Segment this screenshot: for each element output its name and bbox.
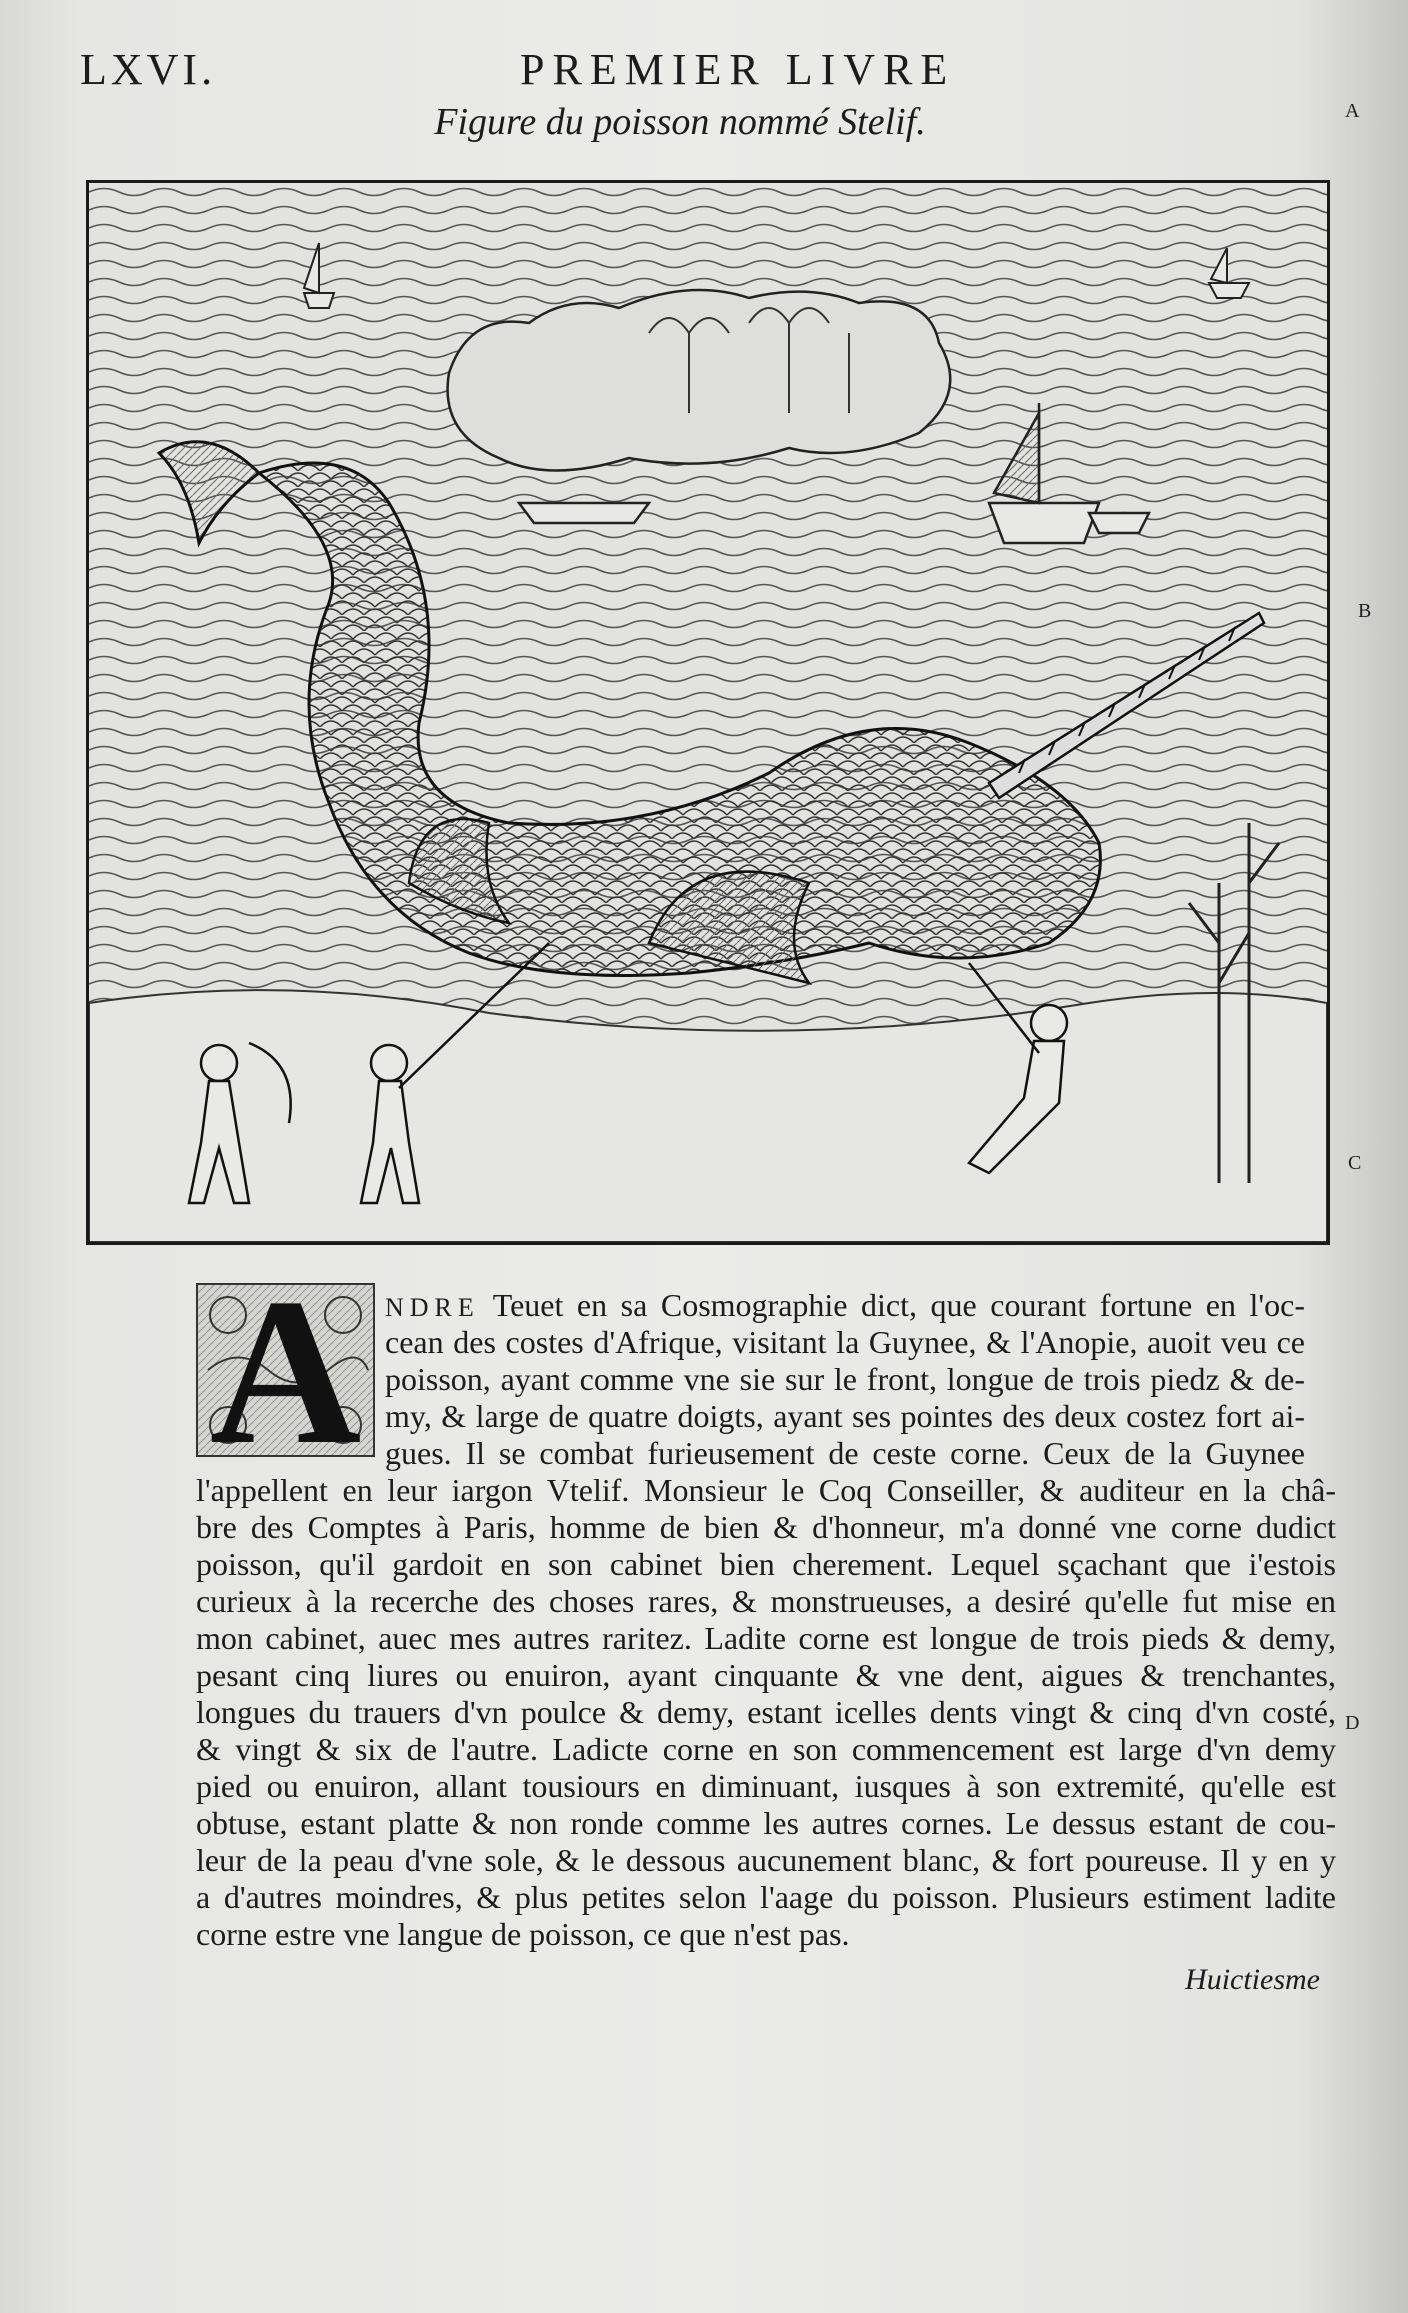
text-line-8: poisson, qu'il gardoit en son cabinet bien cherement. Lequel sçachant que i'estois <box>196 1546 1336 1582</box>
drop-cap-letter: A <box>209 1283 362 1457</box>
text-line-3: poisson, ayant comme vne sie sur le front, longue de trois piedz & de- <box>385 1361 1305 1397</box>
rowing-boat <box>519 503 649 523</box>
first-word-small-caps: NDRE <box>385 1293 480 1322</box>
page-header <box>80 44 1320 104</box>
text-line-4: my, & large de quatre doigts, ayant ses pointes des deux costez fort ai- <box>385 1398 1305 1434</box>
woodcut-illustration <box>86 180 1330 1245</box>
text-line-12: longues du trauers d'vn poulce & demy, estant icelles dents vingt & cinq d'vn costé, <box>196 1694 1336 1730</box>
margin-letter-b: B <box>1358 600 1372 622</box>
text-line-15: obtuse, estant platte & non ronde comme les autres cornes. Le dessus estant de cou- <box>196 1805 1336 1841</box>
sea-monster-woodcut <box>89 183 1327 1242</box>
text-line-5: gues. Il se combat furieusement de ceste corne. Ceux de la Guynee <box>385 1435 1305 1471</box>
margin-letter-c: C <box>1348 1152 1362 1174</box>
text-line-9: curieux à la recerche des choses rares, & monstrueuses, a desiré qu'elle fut mise en <box>196 1583 1336 1619</box>
text-line-7: bre des Comptes à Paris, homme de bien & d'honneur, m'a donné vne corne dudict <box>196 1509 1336 1545</box>
folio-number: LXVI. <box>80 45 217 94</box>
text-line-11: pesant cinq liures ou enuiron, ayant cinquante & vne dent, aigues & trenchantes, <box>196 1657 1336 1693</box>
margin-letter-d: D <box>1345 1712 1360 1734</box>
text-line-13: & vingt & six de l'autre. Ladicte corne en son commencement est large d'vn demy <box>196 1731 1336 1767</box>
text-line-10: mon cabinet, auec mes autres raritez. Ladite corne est longue de trois pieds & demy, <box>196 1620 1336 1656</box>
catchword: Huictiesme <box>1185 1963 1320 1996</box>
running-title: PREMIER LIVRE <box>520 45 956 94</box>
ornamental-initial <box>196 1283 375 1457</box>
text-line-1 <box>385 1286 1305 1327</box>
text-line-6: l'appellent en leur iargon Vtelif. Monsieur le Coq Conseiller, & auditeur en la châ- <box>196 1472 1336 1508</box>
text-line-2: cean des costes d'Afrique, visitant la Guynee, & l'Anopie, auoit veu ce <box>385 1324 1305 1360</box>
text-line-16: leur de la peau d'vne sole, & le dessous aucunement blanc, & fort poureuse. Il y en y <box>196 1842 1336 1878</box>
text-line-17: a d'autres moindres, & plus petites selon l'aage du poisson. Plusieurs estiment ladite <box>196 1879 1336 1915</box>
figure-caption: Figure du poisson nommé Stelif. <box>434 101 926 143</box>
margin-letter-a: A <box>1345 100 1360 122</box>
text-line-14: pied ou enuiron, allant tousiours en diminuant, iusques à son extremité, qu'elle est <box>196 1768 1336 1804</box>
text-line-18: corne estre vne langue de poisson, ce que n'est pas. <box>196 1916 850 1952</box>
text-line-1-content: Teuet en sa Cosmographie dict, que courant fortune en l'oc- <box>492 1287 1306 1323</box>
